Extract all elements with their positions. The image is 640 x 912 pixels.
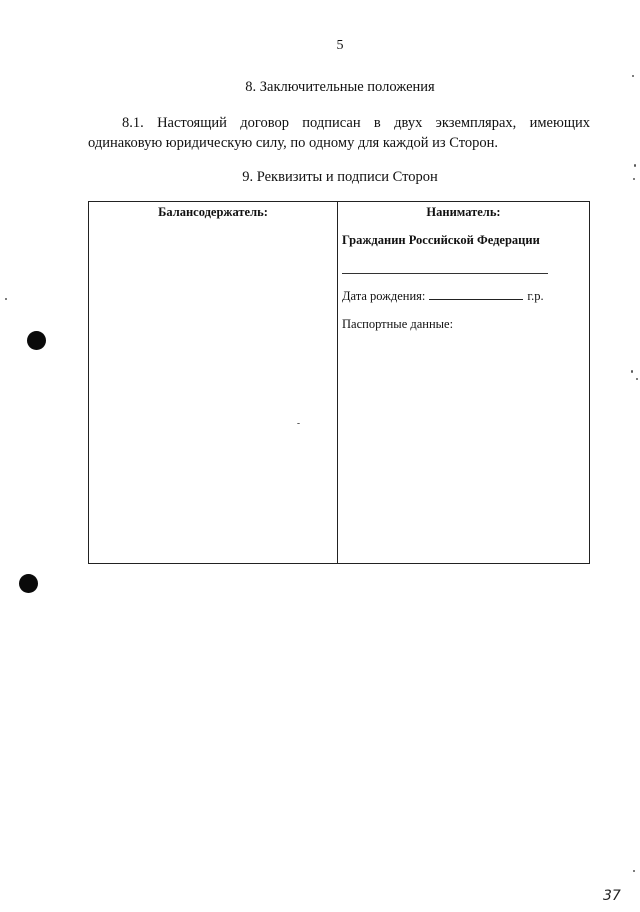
scan-speck [633,870,635,872]
section-9-title: 9. Реквизиты и подписи Сторон [242,169,438,185]
dob-suffix: г.р. [527,289,544,303]
scan-speck [297,423,300,424]
dob-blank-line [429,288,523,300]
citizen-label: Гражданин Российской Федерации [342,233,540,247]
page-number: 5 [336,38,344,53]
punch-hole [27,331,46,350]
scan-speck [636,378,638,380]
tenant-name-line [342,273,548,274]
punch-hole [19,574,38,593]
scan-speck [632,75,634,77]
scan-speck [634,164,636,167]
scan-speck [5,298,7,300]
requisites-table [88,201,590,564]
tenant-header: Наниматель: [426,205,501,219]
column-divider [337,202,338,563]
clause-8-1-text: 8.1. Настоящий договор подписан в двух экземплярах, имеющих одинаковую юридическую силу, по одному для каждой из Сторон. [88,115,590,151]
section-8-title: 8. Заключительные положения [245,79,435,95]
date-of-birth-row [342,288,544,304]
scan-speck [631,370,633,373]
passport-data-label: Паспортные данные: [342,317,454,331]
dob-label: Дата рождения: [342,289,426,303]
balance-holder-header: Балансодержатель: [158,205,268,219]
scan-speck [633,178,635,180]
handwritten-sheet-number: 37 [603,888,621,904]
